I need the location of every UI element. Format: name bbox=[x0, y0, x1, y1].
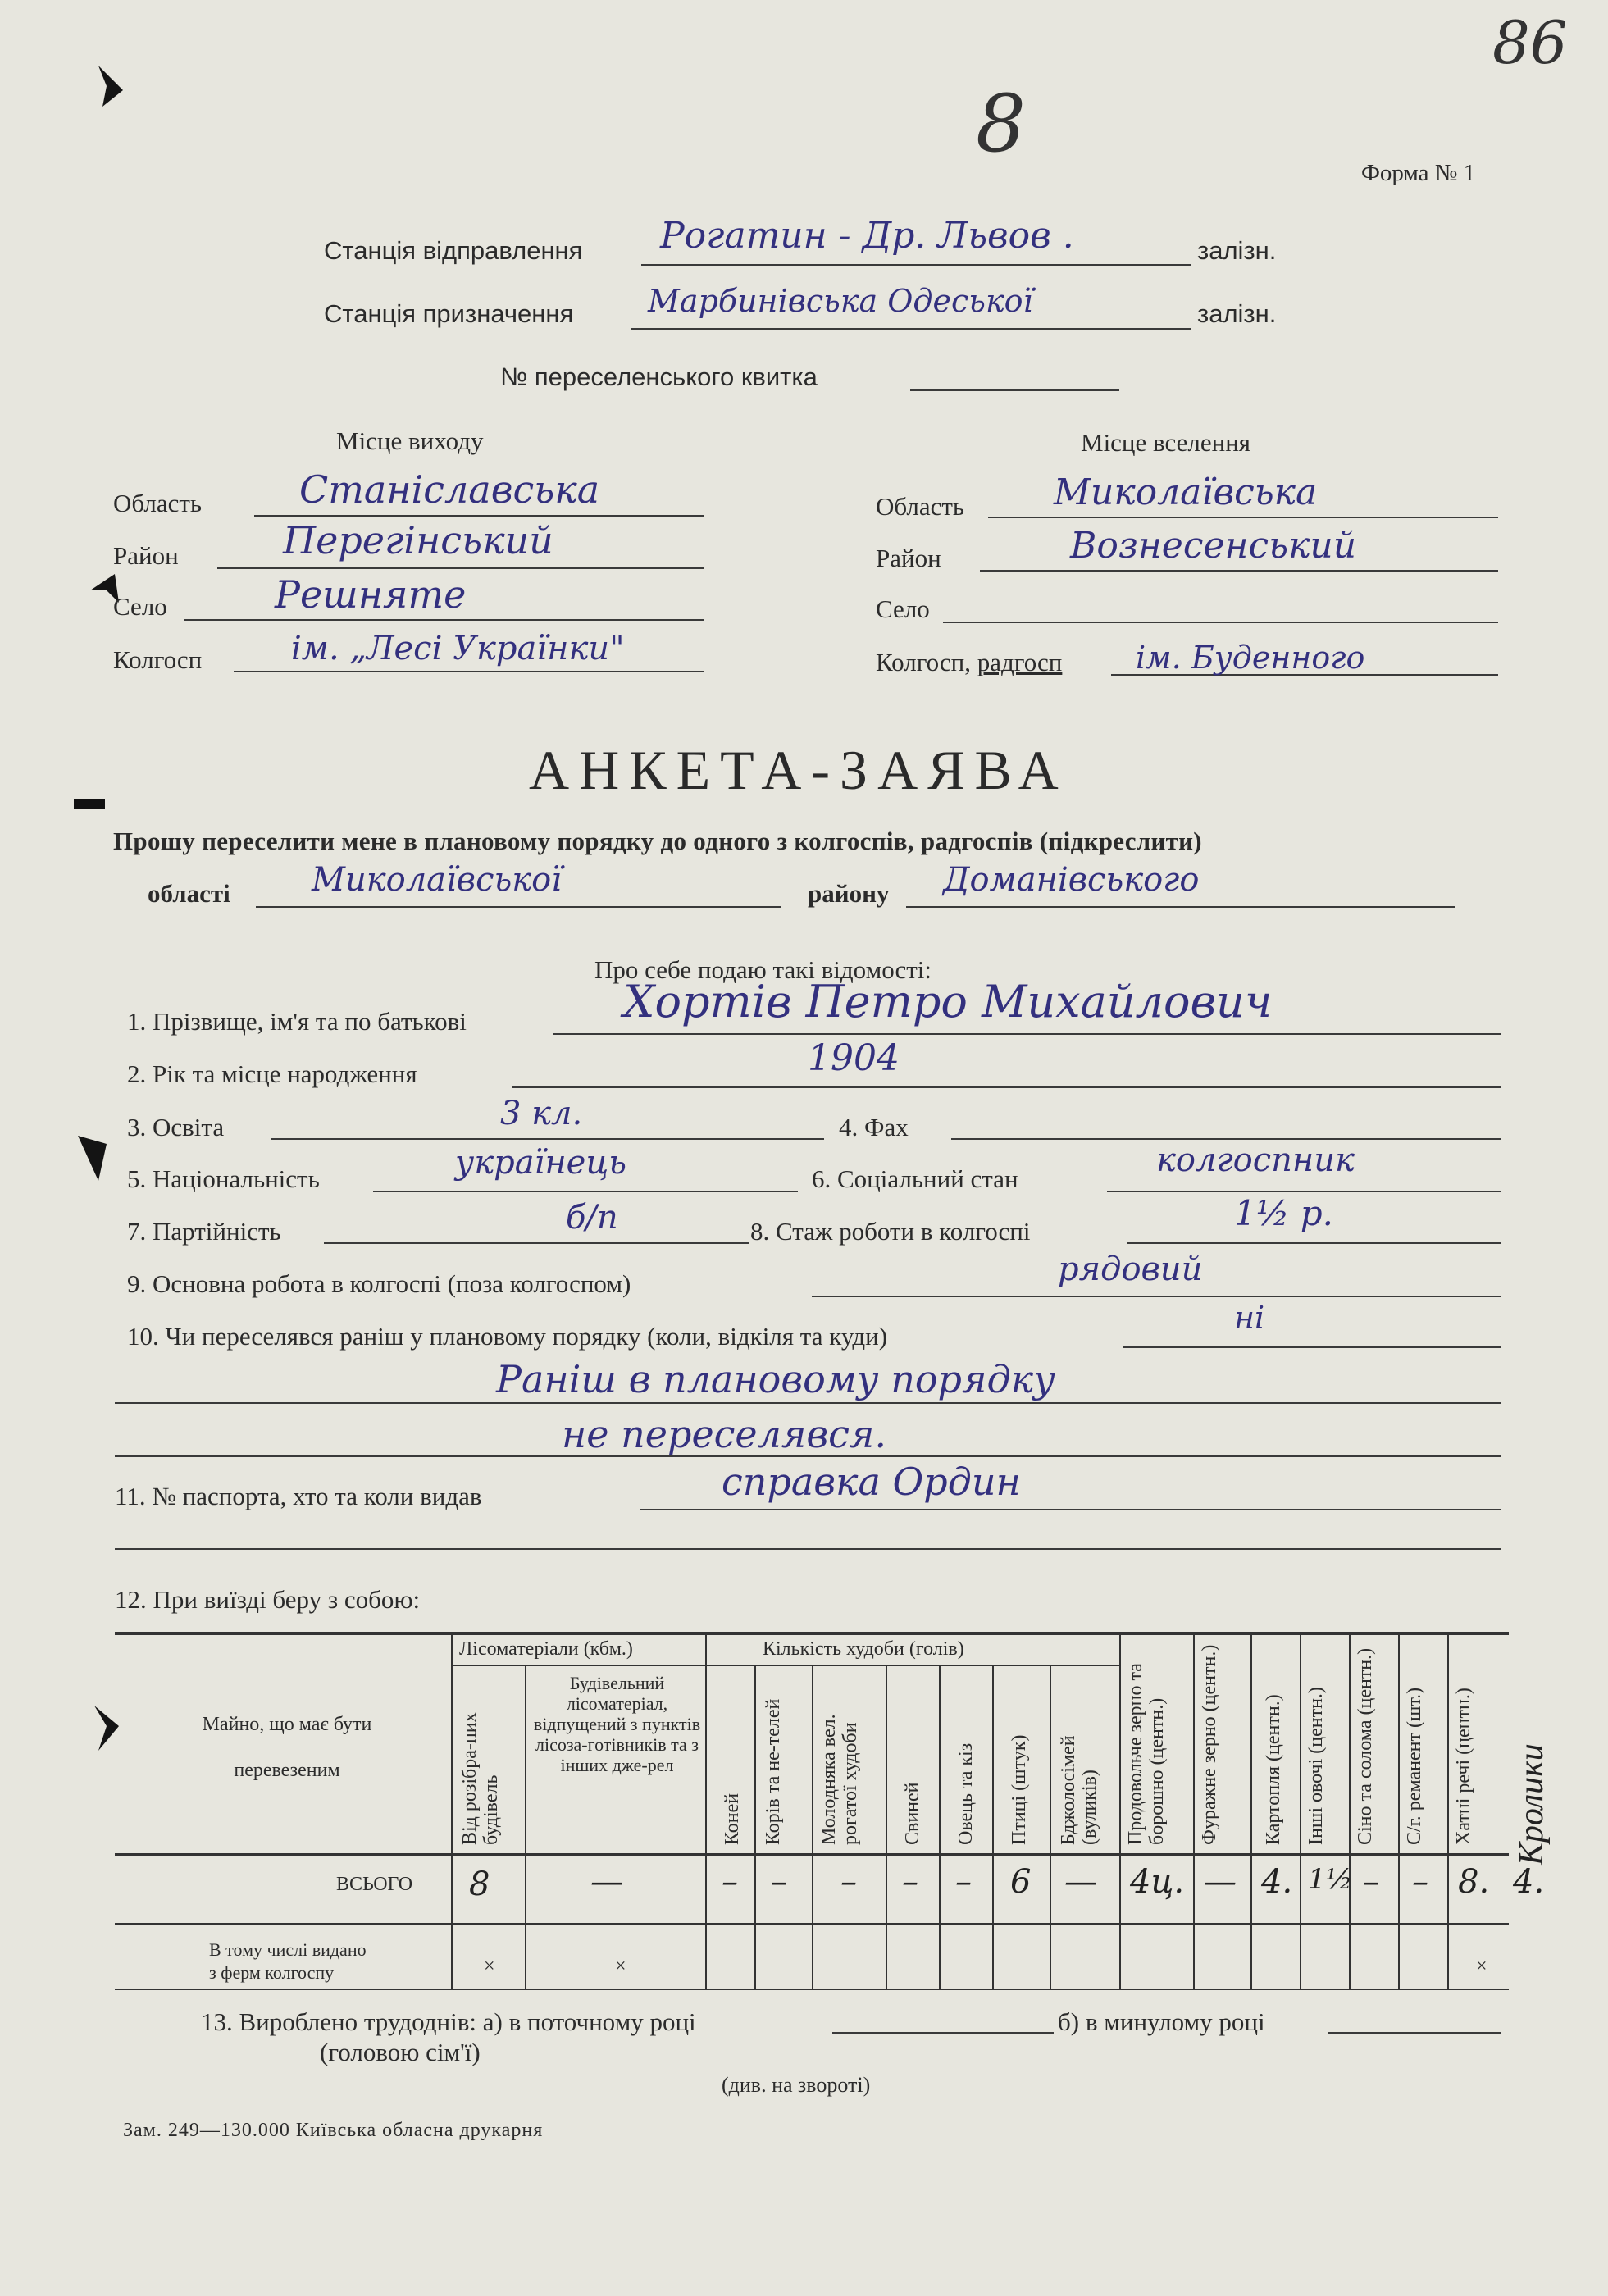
total-veg: 1½ bbox=[1308, 1863, 1353, 1896]
field-10-line-2 bbox=[115, 1402, 1501, 1404]
total-potato: 4. bbox=[1261, 1863, 1293, 1901]
destination-station-label: Станція призначення bbox=[324, 299, 574, 328]
ticket-line bbox=[910, 390, 1119, 391]
col-hay-header: Сіно та солома (центн.) bbox=[1355, 1647, 1376, 1845]
col-divider bbox=[1119, 1632, 1121, 1988]
issued-mark-dismantled: × bbox=[484, 1956, 495, 1977]
footer-note: (див. на звороті) bbox=[722, 2073, 871, 2097]
cattle-group-border bbox=[705, 1665, 1119, 1666]
rail-suffix-2: залізн. bbox=[1197, 299, 1277, 328]
punch-hole-mark bbox=[82, 57, 131, 123]
field-10-value-b: Раніш в плановому порядку bbox=[496, 1357, 1055, 1401]
origin-heading: Місце виходу bbox=[336, 426, 484, 455]
col-tools-header: С/г. реманент (шт.) bbox=[1404, 1687, 1425, 1845]
destination-raion-label: Район bbox=[876, 544, 941, 572]
col-divider bbox=[754, 1665, 756, 1988]
field-13-label-b: б) в минулому році bbox=[1058, 2007, 1265, 2036]
field-1-value: Хортів Петро Михайлович bbox=[623, 976, 1273, 1027]
col-divider bbox=[886, 1665, 887, 1988]
field-3-label: 3. Освіта bbox=[127, 1113, 225, 1141]
col-divider bbox=[1193, 1632, 1195, 1988]
timber-group-header: Лісоматеріали (кбм.) bbox=[459, 1638, 633, 1660]
col-bees-header: Бджолосімей (вуликів) bbox=[1058, 1735, 1100, 1845]
request-oblast-value: Миколаївської bbox=[312, 861, 563, 899]
request-oblast-label: області bbox=[148, 879, 230, 908]
col-veg-header: Інші овочі (центн.) bbox=[1305, 1687, 1327, 1845]
request-raion-value: Доманівського bbox=[943, 861, 1200, 899]
request-oblast-line bbox=[256, 906, 781, 908]
col-divider bbox=[1250, 1632, 1252, 1988]
origin-raion-label: Район bbox=[113, 541, 179, 570]
col-divider bbox=[1349, 1632, 1351, 1988]
col-building-header: Будівельний лісоматеріал, відпущений з пунктів лісоза-готівників та з інших дже-рел bbox=[533, 1673, 701, 1775]
col-divider bbox=[992, 1665, 994, 1988]
destination-oblast-label: Область bbox=[876, 492, 965, 521]
field-4-label: 4. Фах bbox=[839, 1113, 909, 1141]
field-7-label: 7. Партійність bbox=[127, 1217, 281, 1246]
issued-mark-building: × bbox=[615, 1956, 626, 1977]
col-divider bbox=[705, 1632, 707, 1988]
timber-group-border bbox=[451, 1665, 705, 1666]
field-13-line-a bbox=[832, 2032, 1054, 2034]
origin-kolhosp-value: ім. „Лесі Українки" bbox=[291, 630, 625, 667]
issued-mark-household: × bbox=[1476, 1956, 1487, 1977]
origin-raion-value: Перегінський bbox=[283, 518, 553, 563]
destination-kolhosp-value: ім. Буденного bbox=[1136, 640, 1365, 676]
field-9-label: 9. Основна робота в колгоспі (поза колгоспом) bbox=[127, 1269, 631, 1298]
row-issued-label-2: з ферм колгоспу bbox=[209, 1962, 335, 1983]
punch-hole-mark bbox=[82, 1697, 131, 1763]
departure-station-label: Станція відправлення bbox=[324, 236, 583, 265]
col-household-header: Хатні речі (центн.) bbox=[1453, 1688, 1474, 1845]
field-7-value: б/п bbox=[566, 1199, 618, 1237]
field-2-value: 1904 bbox=[808, 1037, 900, 1079]
col-horses-header: Коней bbox=[722, 1793, 743, 1845]
col-birds-header: Птиці (штук) bbox=[1009, 1734, 1030, 1845]
field-8-value: 1½ р. bbox=[1234, 1193, 1334, 1233]
departure-station-value: Рогатин - Др. Львов . bbox=[660, 215, 1074, 257]
origin-oblast-line bbox=[254, 515, 704, 517]
field-11-label: 11. № паспорта, хто та коли видав bbox=[115, 1482, 482, 1510]
col-food-grain-header: Продовольче зерно та борошно (центн.) bbox=[1125, 1663, 1168, 1845]
col-dismantled-header: Від розібра-них будівель bbox=[459, 1712, 502, 1845]
field-8-label: 8. Стаж роботи в колгоспі bbox=[750, 1217, 1031, 1246]
destination-heading: Місце вселення bbox=[1081, 428, 1251, 457]
total-food-grain: 4ц. bbox=[1130, 1863, 1185, 1901]
total-horses: – bbox=[722, 1863, 738, 1901]
origin-selo-value: Решняте bbox=[275, 572, 467, 617]
page-title: АНКЕТА-ЗАЯВА bbox=[529, 739, 1068, 801]
destination-selo-line bbox=[943, 622, 1498, 623]
field-5-value: українець bbox=[455, 1144, 627, 1182]
field-10-label: 10. Чи переселявся раніш у плановому порядку (коли, відкіля та куди) bbox=[127, 1322, 888, 1351]
total-hay: – bbox=[1363, 1863, 1379, 1901]
page-number: 86 bbox=[1492, 8, 1568, 77]
field-10-line bbox=[1123, 1346, 1501, 1348]
destination-kolhosp-label bbox=[876, 648, 1062, 677]
punch-hole-mark bbox=[74, 1132, 123, 1189]
total-fodder: — bbox=[1204, 1863, 1237, 1901]
ticket-label: № переселенського квитка bbox=[500, 362, 818, 391]
request-line-1: Прошу переселити мене в плановому порядку до одного з колгоспів, радгоспів (підкреслити) bbox=[113, 827, 1202, 855]
field-7-line bbox=[324, 1242, 749, 1244]
field-3-value: 3 кл. bbox=[500, 1095, 583, 1132]
field-6-line bbox=[1107, 1191, 1501, 1192]
field-8-line bbox=[1127, 1242, 1501, 1244]
field-13-label: 13. Вироблено трудоднів: а) в поточному році bbox=[201, 2007, 696, 2036]
col-divider bbox=[1050, 1665, 1051, 1988]
form-number-handwritten: 8 bbox=[976, 78, 1027, 170]
destination-selo-label: Село bbox=[876, 594, 930, 623]
origin-selo-line bbox=[184, 619, 704, 621]
col-divider bbox=[451, 1632, 453, 1988]
col-divider bbox=[812, 1665, 813, 1988]
origin-raion-line bbox=[217, 567, 704, 569]
field-6-value: колгоспник bbox=[1156, 1141, 1355, 1179]
total-dismantled: 8 bbox=[469, 1866, 490, 1903]
total-bees: — bbox=[1064, 1863, 1097, 1901]
total-young: – bbox=[840, 1863, 857, 1901]
col-fodder-header: Фуражне зерно (центн.) bbox=[1199, 1644, 1220, 1845]
col-divider bbox=[1398, 1632, 1400, 1988]
field-11-line bbox=[640, 1509, 1501, 1510]
col-divider bbox=[1300, 1632, 1301, 1988]
printer-imprint: Зам. 249—130.000 Київська обласна друкарня bbox=[123, 2120, 544, 2141]
destination-kolhosp-label-a: Колгосп, bbox=[876, 648, 972, 676]
total-sheep: – bbox=[955, 1863, 972, 1901]
field-1-label: 1. Прізвище, ім'я та по батькові bbox=[127, 1007, 467, 1036]
form-label: Форма № 1 bbox=[1361, 160, 1476, 186]
field-5-label: 5. Національність bbox=[127, 1164, 320, 1193]
field-5-line bbox=[373, 1191, 798, 1192]
field-11-value: справка Ордин bbox=[722, 1460, 1021, 1504]
rail-suffix-1: залізн. bbox=[1197, 236, 1277, 265]
destination-oblast-value: Миколаївська bbox=[1054, 472, 1318, 513]
field-10-value-c: не переселявся. bbox=[562, 1412, 887, 1456]
field-10-value-a: ні bbox=[1234, 1300, 1265, 1336]
destination-oblast-line bbox=[988, 517, 1498, 518]
field-4-line bbox=[951, 1138, 1501, 1140]
field-6-label: 6. Соціальний стан bbox=[812, 1164, 1018, 1193]
row-issued-label-1: В тому числі видано bbox=[209, 1939, 367, 1960]
destination-station-line bbox=[631, 328, 1191, 330]
field-2-line bbox=[512, 1086, 1501, 1088]
field-2-label: 2. Рік та місце народження bbox=[127, 1059, 417, 1088]
total-cows: – bbox=[771, 1863, 787, 1901]
col-divider bbox=[525, 1665, 526, 1988]
total-building: — bbox=[590, 1863, 623, 1901]
destination-raion-line bbox=[980, 570, 1498, 572]
col-divider bbox=[1447, 1632, 1449, 1988]
total-household: 8. bbox=[1458, 1863, 1490, 1901]
destination-kolhosp-label-b: радгосп bbox=[977, 648, 1063, 676]
field-13-line-b bbox=[1328, 2032, 1501, 2034]
col-pigs-header: Свиней bbox=[902, 1782, 923, 1845]
field-1-line bbox=[553, 1033, 1501, 1035]
punch-mark bbox=[74, 800, 105, 809]
intro-line: Про себе подаю такі відомості: bbox=[594, 955, 932, 984]
col-potato-header: Картопля (центн.) bbox=[1263, 1694, 1284, 1845]
destination-station-value: Марбинівська Одеської bbox=[648, 283, 1033, 319]
origin-oblast-value: Станіславська bbox=[299, 467, 600, 512]
row-total-label: ВСЬОГО bbox=[336, 1874, 413, 1895]
field-11-line-2 bbox=[115, 1548, 1501, 1550]
departure-station-line bbox=[641, 264, 1191, 266]
request-raion-line bbox=[906, 906, 1455, 908]
field-12-label: 12. При виїзді беру з собою: bbox=[115, 1585, 421, 1614]
total-tools: – bbox=[1412, 1863, 1428, 1901]
col-young-header: Молодняка вел. рогатої худоби bbox=[818, 1714, 861, 1845]
origin-kolhosp-line bbox=[234, 671, 704, 672]
total-pigs: – bbox=[902, 1863, 918, 1901]
col-sheep-header: Овець та кіз bbox=[955, 1742, 977, 1845]
origin-selo-label: Село bbox=[113, 592, 167, 621]
destination-raion-value: Вознесенський bbox=[1070, 525, 1357, 567]
field-13-sub: (головою сім'ї) bbox=[320, 2038, 481, 2066]
origin-oblast-label: Область bbox=[113, 489, 203, 517]
total-birds: 6 bbox=[1010, 1863, 1032, 1901]
col-property-header: Майно, що має бути перевезеним bbox=[202, 1714, 372, 1781]
col-extra-handwritten: Кролики bbox=[1513, 1743, 1551, 1866]
request-raion-label: району bbox=[808, 879, 890, 908]
col-cows-header: Корів та не-телей bbox=[763, 1698, 784, 1845]
field-9-value: рядовий bbox=[1058, 1250, 1203, 1288]
field-9-line bbox=[812, 1296, 1501, 1297]
total-extra: 4. bbox=[1513, 1863, 1545, 1901]
col-divider bbox=[939, 1665, 941, 1988]
field-3-line bbox=[271, 1138, 824, 1140]
table-bottom-border bbox=[115, 1988, 1509, 1990]
cattle-group-header: Кількість худоби (голів) bbox=[763, 1638, 964, 1660]
origin-kolhosp-label: Колгосп bbox=[113, 645, 203, 674]
